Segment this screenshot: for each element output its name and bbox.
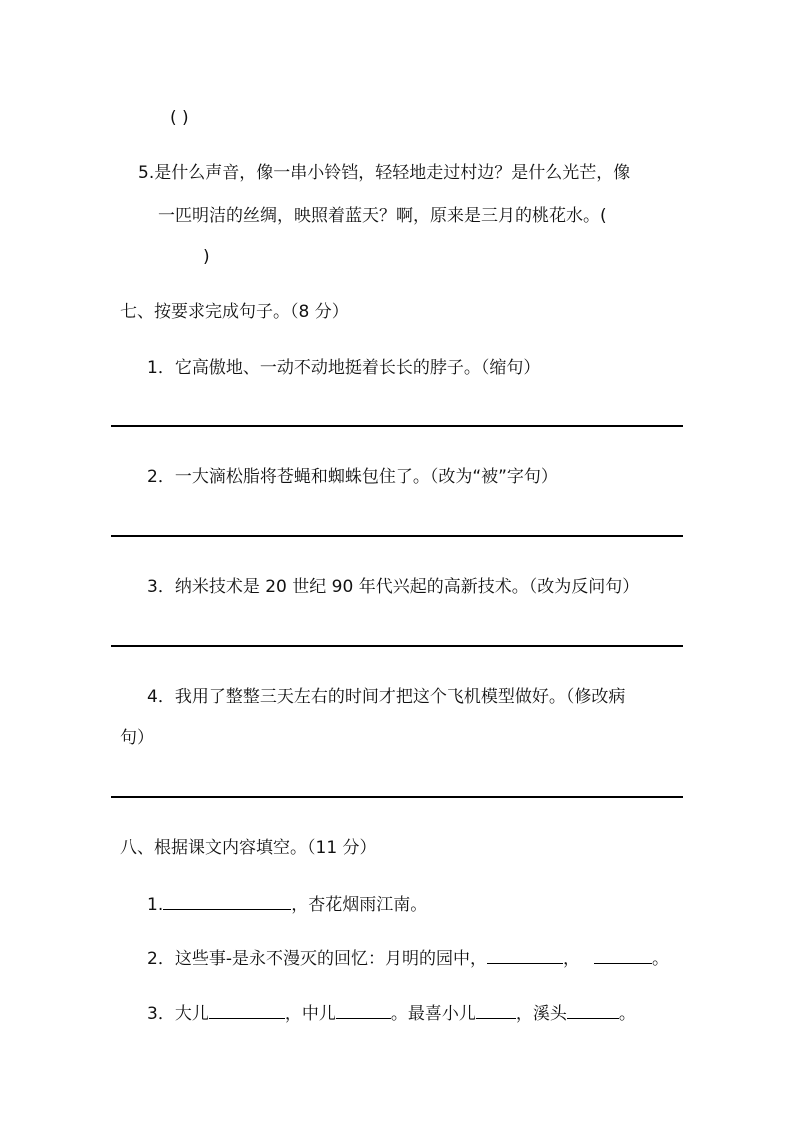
section8-item1	[147, 891, 427, 917]
section7-item3: 3．纳米技术是 20 世纪 90 年代兴起的高新技术。（改为反问句）	[147, 577, 640, 597]
item5-line2: 一匹明洁的丝绸，映照着蓝天？啊，原来是三月的桃花水。(	[158, 206, 607, 226]
section7-item2: 2．一大滴松脂将苍蝇和蜘蛛包住了。（改为“被”字句）	[147, 467, 558, 487]
item2-end: 。	[651, 949, 669, 969]
item3-a: ，中儿	[284, 1004, 336, 1024]
item1-suffix: ，杏花烟雨江南。	[291, 895, 428, 915]
item5-close-paren: )	[203, 247, 210, 267]
paren-blank-q4: ( )	[170, 108, 189, 128]
section8-item3	[147, 1000, 636, 1026]
section7-item4: 4．我用了整整三天左右的时间才把这个飞机模型做好。（修改病	[147, 687, 626, 707]
section8-title: 八、根据课文内容填空。（11 分）	[120, 838, 377, 858]
item3-c: ，溪头	[515, 1004, 567, 1024]
fill-blank-3c[interactable]	[476, 1000, 516, 1019]
section8-item2	[147, 945, 669, 971]
fill-blank-3d[interactable]	[567, 1000, 619, 1019]
section7-item4-cont: 句）	[120, 728, 154, 748]
section7-title: 七、按要求完成句子。（8 分）	[120, 302, 349, 322]
answer-line-2[interactable]	[111, 535, 683, 537]
fill-blank-2a[interactable]	[487, 945, 563, 964]
item3-end: 。	[618, 1004, 636, 1024]
fill-blank-3a[interactable]	[209, 1000, 285, 1019]
item3-b: 。最喜小儿	[390, 1004, 476, 1024]
item5-line1: 5.是什么声音，像一串小铃铛，轻轻地走过村边？是什么光芒，像	[138, 163, 631, 183]
item2-mid: ，	[562, 949, 580, 969]
section7-item1: 1．它高傲地、一动不动地挺着长长的脖子。（缩句）	[147, 358, 541, 378]
item2-prefix: 2．这些事-是永不漫灭的回忆：月明的园中，	[147, 949, 487, 969]
fill-blank-1[interactable]	[163, 891, 291, 910]
item1-prefix: 1.	[147, 895, 164, 915]
fill-blank-3b[interactable]	[336, 1000, 391, 1019]
answer-line-1[interactable]	[111, 425, 683, 427]
answer-line-3[interactable]	[111, 645, 683, 647]
fill-blank-2b[interactable]	[594, 945, 652, 964]
item3-prefix: 3．大儿	[147, 1004, 209, 1024]
answer-line-4[interactable]	[111, 796, 683, 798]
